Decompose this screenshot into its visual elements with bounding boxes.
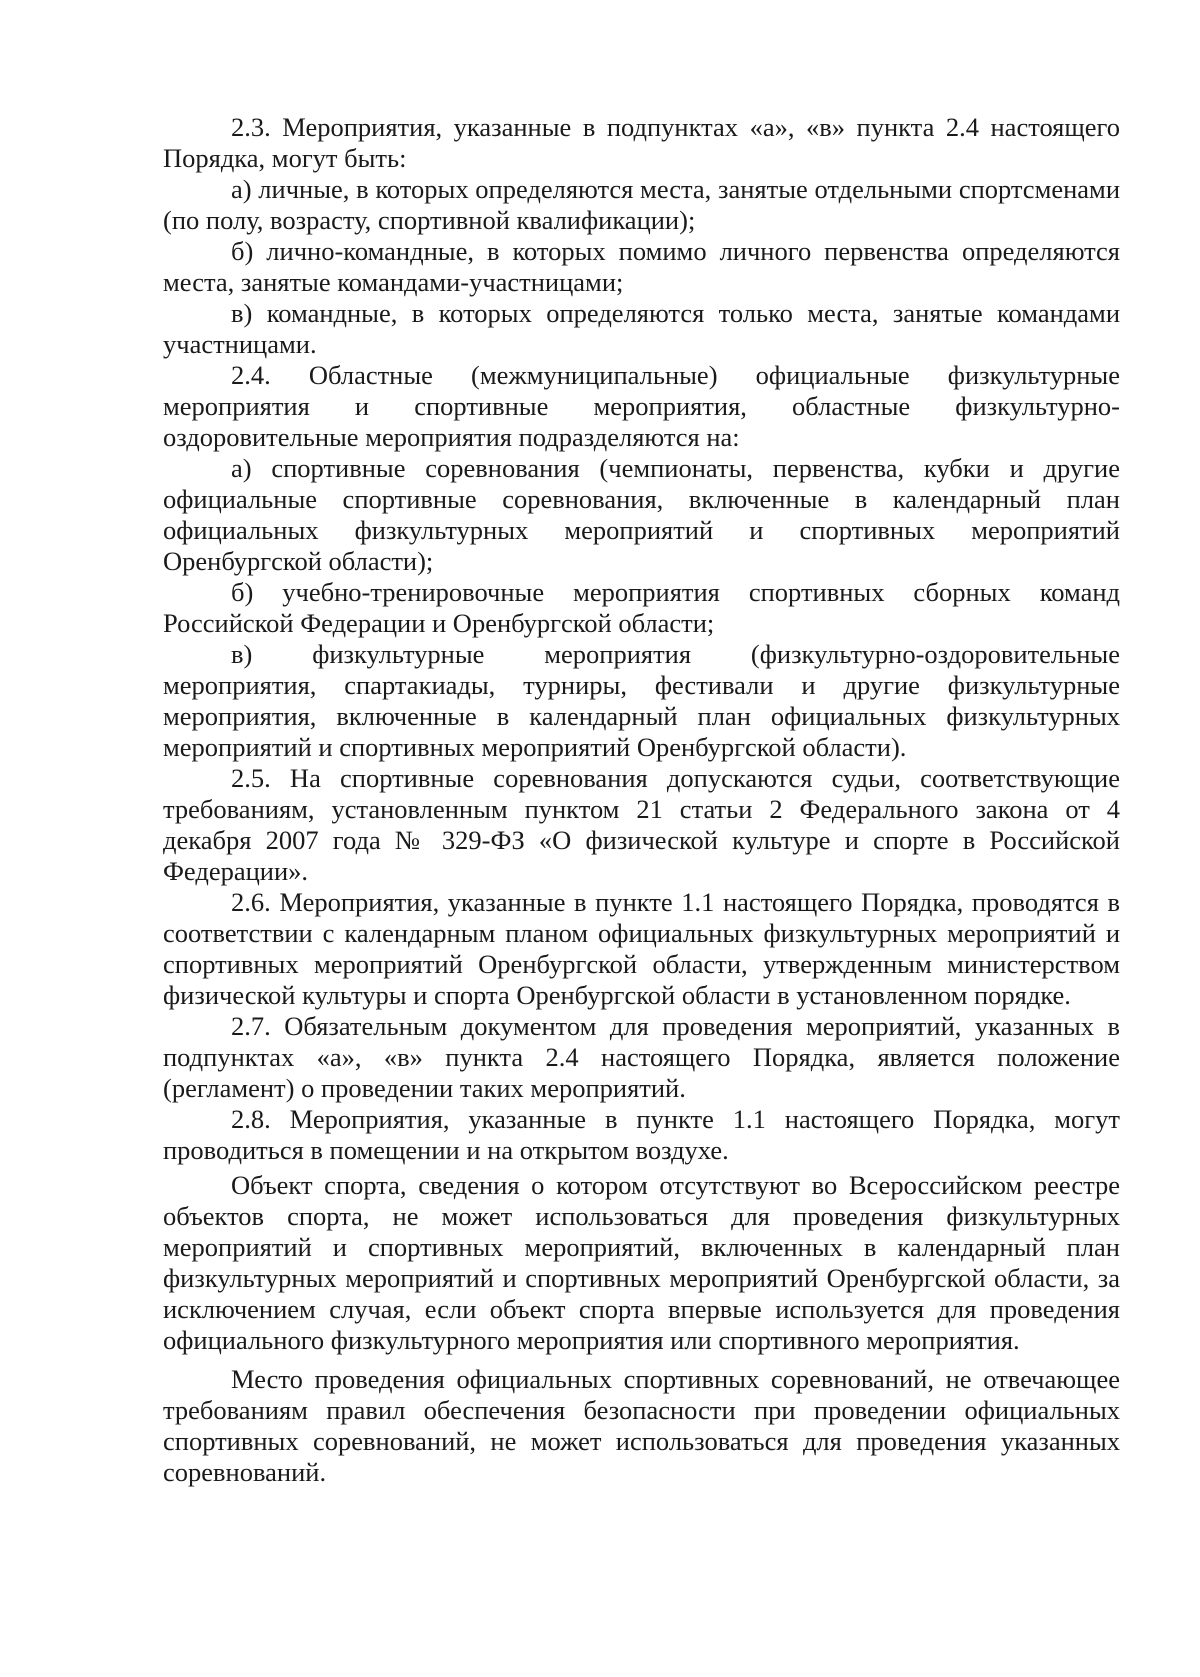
document-body: [163, 112, 1120, 1488]
paragraph-2-3-a: а) личные, в которых определяются места, занятые отдельными спортсменами (по полу, возрасту, спортивной квалификации);: [163, 174, 1120, 235]
paragraph-2-3: 2.3. Мероприятия, указанные в подпунктах «а», «в» пункта 2.4 настоящего Порядка, могут быть:: [163, 112, 1120, 173]
paragraph-2-4-v: в) физкультурные мероприятия (физкультурно-оздоровительные мероприятия, спартакиады, турниры, фестивали и другие физкультурные мероприятия, включенные в календарный план официальных физкультурных мероприятий и спортивных мероприятий Оренбургской области).: [163, 639, 1120, 762]
paragraph-2-3-v: в) командные, в которых определяются только места, занятые командами участницами.: [163, 298, 1120, 359]
paragraph-2-6: 2.6. Мероприятия, указанные в пункте 1.1 настоящего Порядка, проводятся в соответствии с календарным планом официальных физкультурных мероприятий и спортивных мероприятий Оренбургской области, утвержденным министерством физической культуры и спорта Оренбургской области в установленном порядке.: [163, 887, 1120, 1010]
paragraph-2-8: 2.8. Мероприятия, указанные в пункте 1.1 настоящего Порядка, могут проводиться в помещении и на открытом воздухе.: [163, 1104, 1120, 1165]
paragraph-2-5: 2.5. На спортивные соревнования допускаются судьи, соответствующие требованиям, установленным пунктом 21 статьи 2 Федерального закона от 4 декабря 2007 года № 329-ФЗ «О физической культуре и спорте в Российской Федерации».: [163, 763, 1120, 886]
paragraph-2-4: 2.4. Областные (межмуниципальные) официальные физкультурные мероприятия и спортивные мероприятия, областные физкультурно-оздоровительные мероприятия подразделяются на:: [163, 360, 1120, 452]
paragraph-2-4-a: а) спортивные соревнования (чемпионаты, первенства, кубки и другие официальные спортивные соревнования, включенные в календарный план официальных физкультурных мероприятий и спортивных мероприятий Оренбургской области);: [163, 453, 1120, 576]
paragraph-2-4-b: б) учебно-тренировочные мероприятия спортивных сборных команд Российской Федерации и Оренбургской области;: [163, 577, 1120, 638]
paragraph-2-3-b: б) лично-командные, в которых помимо личного первенства определяются места, занятые командами-участницами;: [163, 236, 1120, 297]
paragraph-2-7: 2.7. Обязательным документом для проведения мероприятий, указанных в подпунктах «а», «в» пункта 2.4 настоящего Порядка, является положение (регламент) о проведении таких мероприятий.: [163, 1011, 1120, 1103]
paragraph-competition-venue: Место проведения официальных спортивных соревнований, не отвечающее требованиям правил обеспечения безопасности при проведении официальных спортивных соревнований, не может использоваться для проведения указанных соревнований.: [163, 1364, 1120, 1487]
paragraph-sports-object: Объект спорта, сведения о котором отсутствуют во Всероссийском реестре объектов спорта, не может использоваться для проведения физкультурных мероприятий и спортивных мероприятий, включенных в календарный план физкультурных мероприятий и спортивных мероприятий Оренбургской области, за исключением случая, если объект спорта впервые используется для проведения официального физкультурного мероприятия или спортивного мероприятия.: [163, 1170, 1120, 1355]
